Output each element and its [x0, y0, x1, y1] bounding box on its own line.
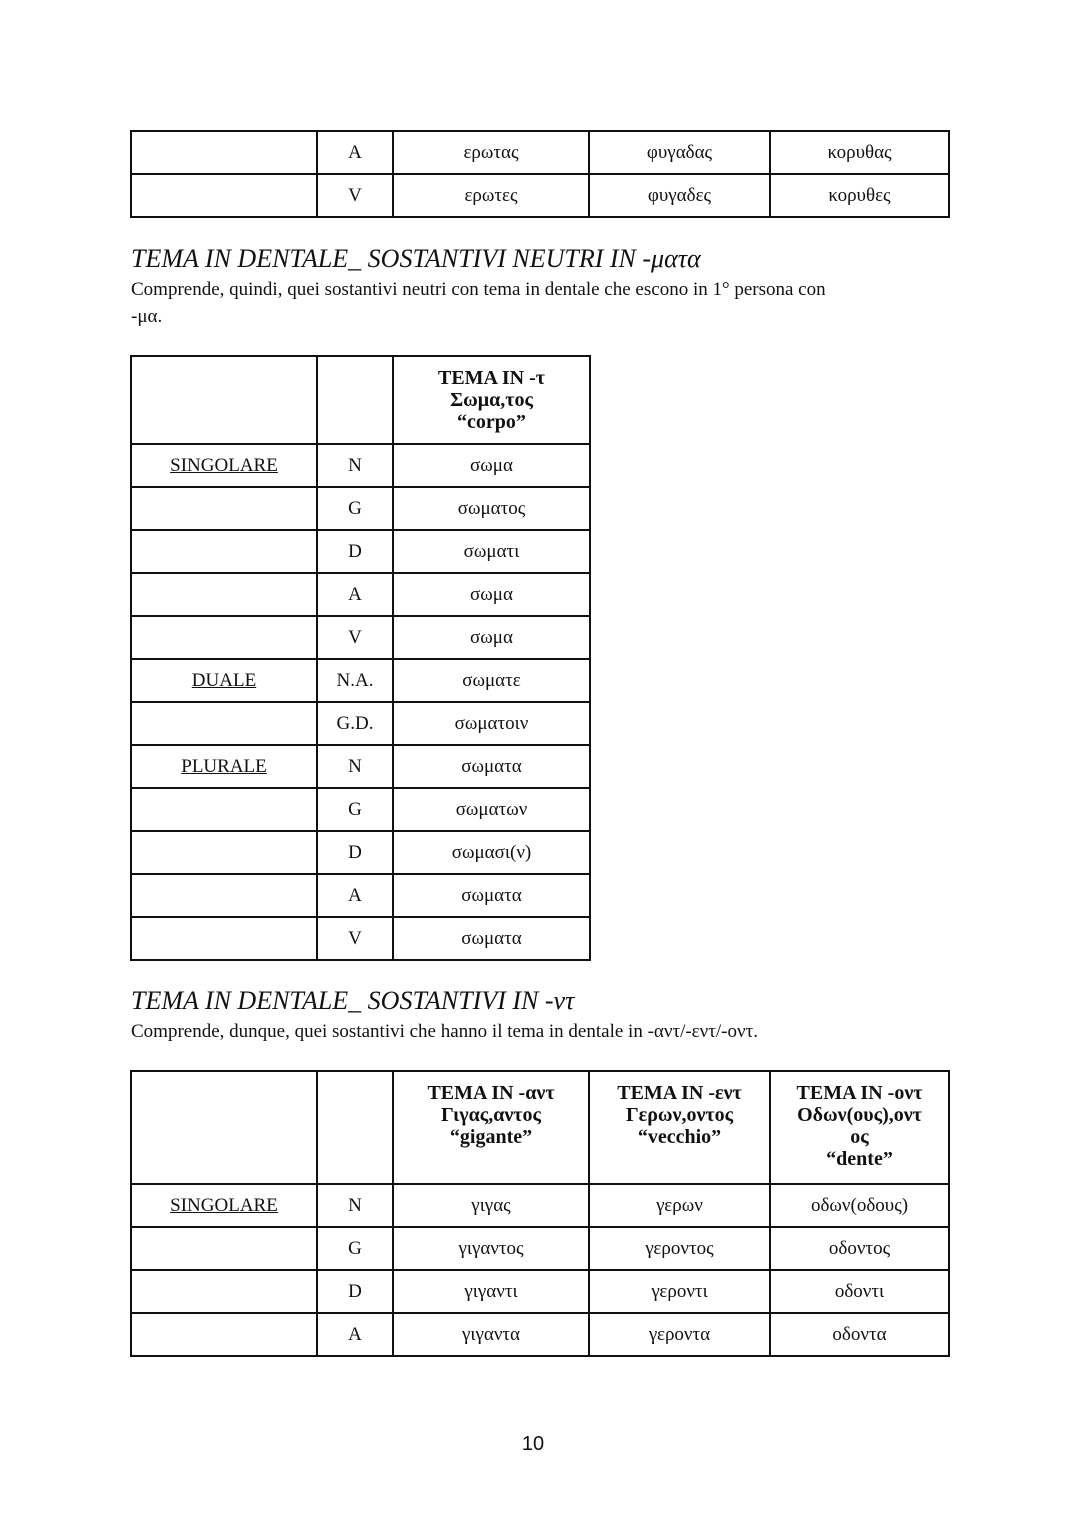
number-group-cell [131, 831, 317, 874]
number-group-cell [131, 1227, 317, 1270]
meaning: “corpo” [457, 411, 526, 433]
form-cell [393, 1184, 589, 1227]
table-row [131, 530, 590, 573]
form-cell-text: γεροντος [645, 1237, 714, 1259]
form-cell-text: γεροντι [651, 1280, 708, 1302]
lemma: Γιγας,αντος [441, 1104, 541, 1126]
case-cell: V [317, 174, 393, 217]
case-cell [317, 874, 393, 917]
form-cell [770, 1270, 949, 1313]
case-cell-text: V [348, 927, 362, 949]
number-group-cell [131, 788, 317, 831]
number-group-cell [131, 1184, 317, 1227]
number-group-cell-text: SINGOLARE [170, 1194, 278, 1216]
form-cell-text: σωματα [461, 755, 522, 777]
number-group-cell [131, 1313, 317, 1356]
form-cell [393, 831, 590, 874]
case-cell-text: G.D. [336, 712, 374, 734]
case-cell-text: D [348, 540, 362, 562]
case-cell [317, 1184, 393, 1227]
table-row [131, 131, 949, 174]
form-cell-text: οδοντα [832, 1323, 887, 1345]
empty-header-cell [317, 1071, 393, 1184]
number-group-cell [131, 659, 317, 702]
form-cell-text: σωματι [463, 540, 520, 562]
meaning: “vecchio” [637, 1126, 722, 1148]
table-row [131, 573, 590, 616]
stem-label: TEMA IN -τ [437, 367, 545, 389]
table-row [131, 1184, 949, 1227]
table-row [131, 831, 590, 874]
case-cell-text: A [348, 884, 362, 906]
form-cell [589, 1227, 770, 1270]
section-paragraph-line2: -μα. [131, 306, 163, 327]
form-cell-text: οδοντι [834, 1280, 885, 1302]
table-row [131, 702, 590, 745]
case-cell-text: A [348, 1323, 362, 1345]
section-paragraph-line1: Comprende, quindi, quei sostantivi neutri con tema in dentale che escono in 1° persona con [131, 279, 826, 300]
form-cell-text: σωμα [470, 583, 513, 605]
form-cell-text: γερων [656, 1194, 703, 1216]
form-cell [393, 1227, 589, 1270]
form-cell: φυγαδες [589, 174, 770, 217]
form-cell-text: σωματοιν [454, 712, 529, 734]
neutri-declension-table [130, 355, 591, 961]
header-row [131, 1071, 949, 1184]
stem-label: TEMA IN -αντ [427, 1082, 555, 1104]
top-declension-table [130, 130, 950, 218]
table-row [131, 917, 590, 960]
form-cell [393, 788, 590, 831]
form-cell-text: οδων(οδους) [810, 1194, 909, 1216]
number-group-cell [131, 573, 317, 616]
form-cell [393, 702, 590, 745]
number-group-cell [131, 917, 317, 960]
form-cell-text: σωματε [462, 669, 521, 691]
empty-header-cell [131, 356, 317, 444]
form-cell-text: σωμα [470, 626, 513, 648]
form-cell [770, 1184, 949, 1227]
form-cell-text: γιγας [471, 1194, 511, 1216]
form-cell-text: σωματος [457, 497, 526, 519]
form-cell-text: σωματα [461, 927, 522, 949]
table-row [131, 1313, 949, 1356]
form-cell-text: οδοντος [828, 1237, 891, 1259]
table-row [131, 1270, 949, 1313]
stem-header [393, 356, 590, 444]
case-cell-text: N [348, 454, 362, 476]
meaning: “dente” [826, 1148, 893, 1170]
form-cell [393, 573, 590, 616]
case-cell [317, 702, 393, 745]
table-row [131, 745, 590, 788]
form-cell [393, 659, 590, 702]
case-cell [317, 573, 393, 616]
case-cell-text: D [348, 1280, 362, 1302]
table-row [131, 174, 949, 217]
number-group-cell [131, 616, 317, 659]
number-group-cell [131, 444, 317, 487]
case-cell [317, 659, 393, 702]
lemma-ending: ος [850, 1126, 869, 1148]
lemma: Γερων,οντος [625, 1104, 734, 1126]
form-cell [393, 1313, 589, 1356]
table-row [131, 874, 590, 917]
table-row [131, 788, 590, 831]
number-group-cell [131, 702, 317, 745]
case-cell [317, 530, 393, 573]
section-heading-nt: TEMA IN DENTALE_ SOSTANTIVI IN -ντ [131, 986, 575, 1015]
nt-declension-table [130, 1070, 950, 1357]
group-cell [131, 174, 317, 217]
table-row [131, 659, 590, 702]
form-cell [393, 487, 590, 530]
form-cell [393, 616, 590, 659]
stem-label: TEMA IN -οντ [796, 1082, 923, 1104]
case-cell-text: A [348, 583, 362, 605]
table-row [131, 487, 590, 530]
case-cell [317, 1227, 393, 1270]
form-cell [770, 1313, 949, 1356]
table-row [131, 1227, 949, 1270]
case-cell [317, 831, 393, 874]
form-cell: ερωτες [393, 174, 589, 217]
number-group-cell [131, 874, 317, 917]
table-row [131, 444, 590, 487]
stem-header-ent [589, 1071, 770, 1184]
form-cell [770, 1227, 949, 1270]
stem-header-ont [770, 1071, 949, 1184]
form-cell-text: σωματων [455, 798, 528, 820]
case-cell [317, 444, 393, 487]
form-cell [393, 444, 590, 487]
table-row [131, 616, 590, 659]
case-cell [317, 788, 393, 831]
number-group-cell-text: PLURALE [181, 755, 267, 777]
lemma: Οδων(ους),οντ [797, 1104, 922, 1126]
header-row [131, 356, 590, 444]
case-cell-text: G [348, 497, 362, 519]
case-cell-text: D [348, 841, 362, 863]
form-cell-text: γιγαντος [458, 1237, 524, 1259]
group-cell [131, 131, 317, 174]
form-cell [393, 530, 590, 573]
number-group-cell [131, 745, 317, 788]
form-cell [589, 1270, 770, 1313]
case-cell [317, 1270, 393, 1313]
section-heading-neutri: TEMA IN DENTALE_ SOSTANTIVI NEUTRI IN -ματα [131, 244, 701, 273]
case-cell [317, 1313, 393, 1356]
form-cell: κορυθες [770, 174, 949, 217]
section-paragraph: Comprende, dunque, quei sostantivi che hanno il tema in dentale in -αντ/-εντ/-οντ. [131, 1021, 758, 1042]
case-cell [317, 745, 393, 788]
case-cell-text: N [348, 1194, 362, 1216]
form-cell [393, 874, 590, 917]
number-group-cell [131, 487, 317, 530]
case-cell [317, 487, 393, 530]
form-cell-text: γιγαντα [461, 1323, 521, 1345]
number-group-cell-text: SINGOLARE [170, 454, 278, 476]
form-cell: φυγαδας [589, 131, 770, 174]
form-cell-text: σωμα [470, 454, 513, 476]
form-cell: κορυθας [770, 131, 949, 174]
empty-header-cell [317, 356, 393, 444]
stem-header-ant [393, 1071, 589, 1184]
form-cell-text: γεροντα [648, 1323, 711, 1345]
form-cell-text: σωματα [461, 884, 522, 906]
case-cell-text: V [348, 626, 362, 648]
case-cell-text: N.A. [336, 669, 374, 691]
stem-label: TEMA IN -εντ [617, 1082, 742, 1104]
case-cell [317, 616, 393, 659]
number-group-cell [131, 1270, 317, 1313]
form-cell [393, 745, 590, 788]
form-cell: ερωτας [393, 131, 589, 174]
form-cell [393, 917, 590, 960]
case-cell: A [317, 131, 393, 174]
form-cell [589, 1184, 770, 1227]
lemma: Σωμα,τος [450, 389, 533, 411]
page-number: 10 [521, 1433, 545, 1455]
meaning: “gigante” [449, 1126, 533, 1148]
form-cell [393, 1270, 589, 1313]
form-cell-text: σωμασι(ν) [451, 841, 532, 863]
case-cell-text: G [348, 1237, 362, 1259]
case-cell [317, 917, 393, 960]
case-cell-text: N [348, 755, 362, 777]
number-group-cell-text: DUALE [191, 669, 257, 691]
empty-header-cell [131, 1071, 317, 1184]
form-cell [589, 1313, 770, 1356]
form-cell-text: γιγαντι [464, 1280, 518, 1302]
number-group-cell [131, 530, 317, 573]
case-cell-text: G [348, 798, 362, 820]
